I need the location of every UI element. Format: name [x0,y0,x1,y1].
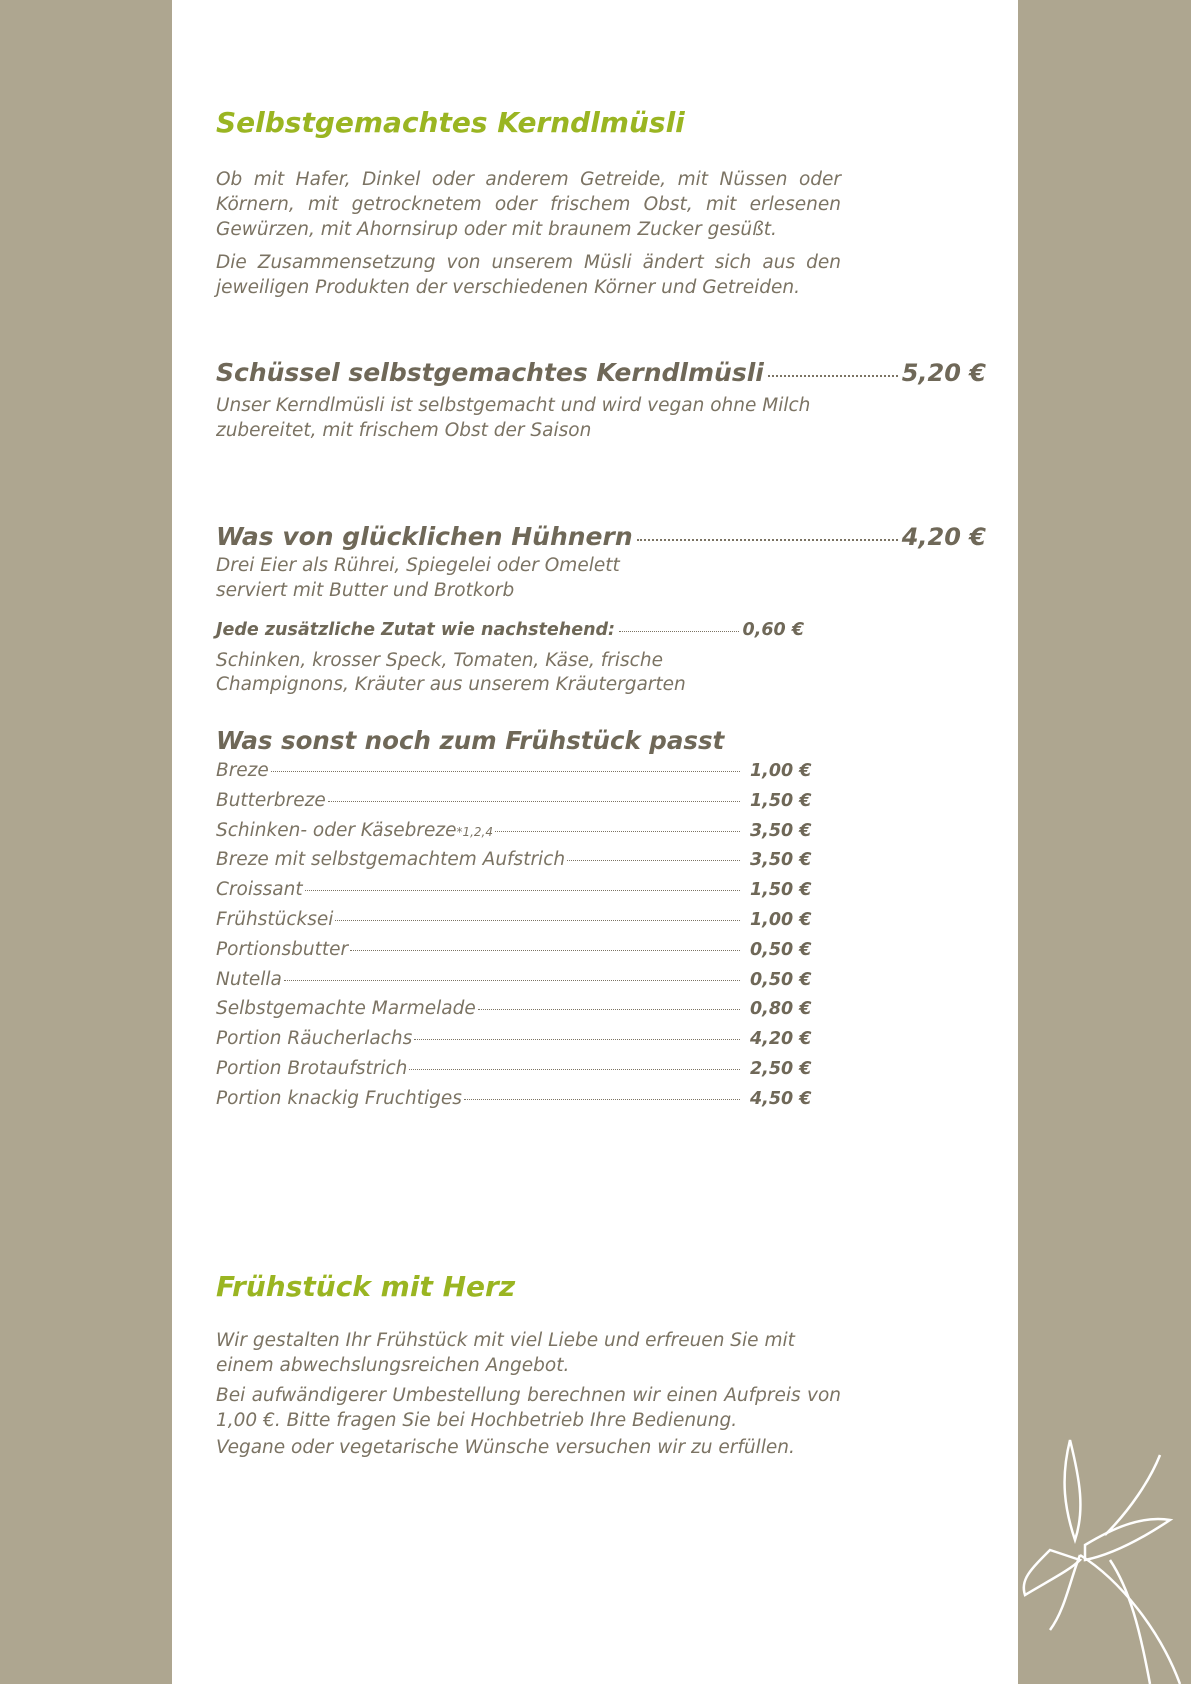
heart-section-title: Frühstück mit Herz [216,1270,516,1303]
flower-decoration-icon [1010,1420,1191,1684]
extra-ingredient-price: 0,60 € [742,620,804,640]
item-name: Breze mit selbstgemachtem Aufstrich [216,849,566,871]
item-name: Schinken- oder Käsebreze [216,819,457,841]
list-item [216,819,812,850]
item-name: Nutella [216,968,282,990]
muesli-item-price: 5,20 € [901,359,986,387]
extras-list [216,760,812,1118]
leader-dots [409,1069,740,1070]
extra-ingredient-label: Jede zusätzliche Zutat wie nachstehend: [216,620,616,640]
item-price: 1,50 € [750,790,812,811]
leader-dots [478,1009,740,1010]
list-item [216,849,812,879]
extras-section-title: Was sonst noch zum Frühstück passt [216,726,725,755]
leader-dots [284,980,740,981]
leader-dots [271,771,740,772]
leader-dots [464,1099,740,1100]
extra-ingredients-line-1: Schinken, krosser Speck, Tomaten, Käse, frische [216,650,663,671]
item-price: 3,50 € [750,850,812,871]
item-name: Portionsbutter [216,938,349,960]
heart-paragraph-1: Wir gestalten Ihr Frühstück mit viel Liebe und erfreuen Sie mit einem abwechslungsreichen Angebot. [216,1330,795,1376]
list-item [216,789,812,820]
list-item [216,760,812,790]
heart-paragraph-2: Bei aufwändigerer Umbestellung berechnen wir einen Aufpreis von 1,00 €. Bitte fragen Sie bei Hochbetrieb Ihre Bedienung. [216,1385,841,1431]
item-name: Breze [216,760,269,781]
item-name: Portion Brotaufstrich [216,1057,408,1079]
leader-dots [335,920,740,921]
item-price: 2,50 € [750,1058,812,1079]
muesli-menu-item [216,358,986,387]
allergen-note: *1,2,4 [456,824,494,839]
list-item [216,998,812,1028]
list-item [216,938,812,969]
list-item [216,1087,812,1118]
list-item [216,1028,812,1058]
item-name: Selbstgemachte Marmelade [216,998,476,1020]
muesli-intro-paragraph-2: Die Zusammensetzung von unserem Müsli ändert sich aus den jeweiligen Produkten der verschiedenen Körner und Getreiden. [216,252,841,298]
muesli-item-name: Schüssel selbstgemachtes Kerndlmüsli [216,358,764,387]
leader-dots [567,860,740,861]
leader-dots [305,890,740,891]
extra-ingredients-line-2: Champignons, Kräuter aus unserem Kräutergarten [216,674,686,695]
leader-dots [637,539,898,541]
list-item [216,908,812,939]
list-item [216,968,812,999]
muesli-item-description: Unser Kerndlmüsli ist selbstgemacht und wird vegan ohne Milch zubereitet, mit frischem Obst der Saison [216,395,811,441]
leader-dots [495,831,740,832]
item-name: Frühstücksei [216,908,334,930]
item-price: 4,50 € [750,1088,812,1109]
list-item [216,879,812,909]
item-price: 4,20 € [750,1029,812,1050]
eggs-item-price: 4,20 € [901,523,986,551]
item-price: 3,50 € [750,820,812,841]
leader-dots [619,631,738,632]
eggs-description-line-1: Drei Eier als Rührei, Spiegelei oder Omelett [216,555,620,576]
muesli-intro-paragraph-1: Ob mit Hafer, Dinkel oder anderem Getreide, mit Nüssen oder Körnern, mit getrocknetem oder frischem Obst, mit erlesenen Gewürzen, mit Ahornsirup oder mit braunem Zucker gesüßt. [216,169,841,240]
item-name: Butterbreze [216,789,326,811]
leader-dots [328,801,740,802]
item-price: 1,00 € [750,909,812,930]
list-item [216,1057,812,1088]
leader-dots [350,950,740,951]
eggs-menu-item [216,522,986,551]
item-price: 1,00 € [750,761,812,781]
item-name: Portion knackig Fruchtiges [216,1087,462,1109]
leader-dots [414,1039,740,1040]
item-price: 1,50 € [750,880,812,901]
item-price: 0,50 € [750,969,812,990]
item-name: Croissant [216,879,303,901]
item-name: Portion Räucherlachs [216,1028,413,1050]
eggs-item-name: Was von glücklichen Hühnern [216,522,633,551]
eggs-description-line-2: serviert mit Butter und Brotkorb [216,580,515,601]
muesli-section-title: Selbstgemachtes Kerndlmüsli [216,106,685,139]
leader-dots [768,375,898,377]
item-price: 0,80 € [750,999,812,1020]
heart-paragraph-3: Vegane oder vegetarische Wünsche versuchen wir zu erfüllen. [216,1437,795,1458]
item-price: 0,50 € [750,939,812,960]
extra-ingredient-row [216,620,804,640]
